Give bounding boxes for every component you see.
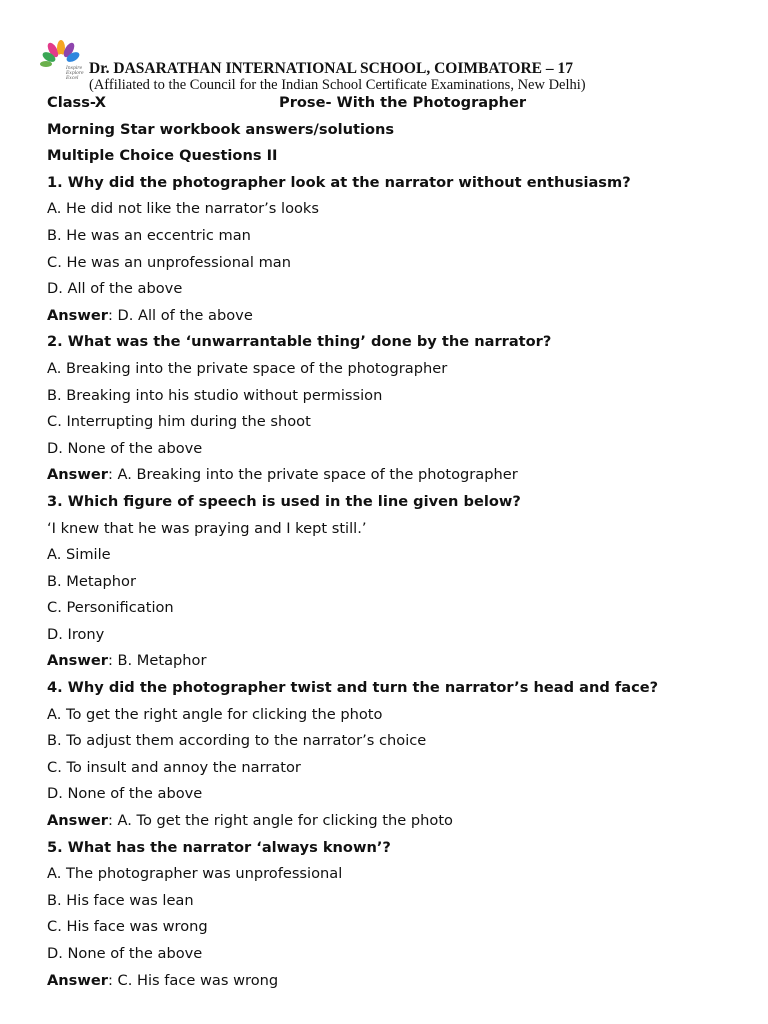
option-1b: B. He was an eccentric man	[47, 226, 251, 244]
class-label: Class-X	[47, 94, 107, 111]
answer-1	[47, 306, 748, 333]
class-topic-line	[47, 93, 748, 120]
answer-3-text: : B. Metaphor	[107, 652, 207, 670]
affiliation-line: (Affiliated to the Council for the Indian School Certificate Examinations, New Delhi)	[89, 77, 586, 93]
logo-motto: Inspire Explore Excel	[66, 66, 84, 81]
topic-title: Prose- With the Photographer	[279, 94, 527, 111]
option-4b: B. To adjust them according to the narrator’s choice	[47, 732, 427, 750]
question-1: 1. Why did the photographer look at the narrator without enthusiasm?	[47, 173, 631, 191]
answer-label: Answer	[47, 812, 108, 830]
answer-label: Answer	[47, 306, 108, 324]
option-3c: C. Personification	[47, 599, 174, 617]
question-4: 4. Why did the photographer twist and turn the narrator’s head and face?	[47, 679, 659, 697]
option-1a: A. He did not like the narrator’s looks	[47, 200, 319, 218]
option-4d: D. None of the above	[47, 785, 203, 803]
answer-2-text: : A. Breaking into the private space of the photographer	[107, 466, 518, 484]
answer-4-text: : A. To get the right angle for clicking the photo	[107, 812, 453, 830]
answer-5-text: : C. His face was wrong	[107, 971, 279, 989]
option-3d: D. Irony	[47, 625, 105, 643]
option-1c: C. He was an unprofessional man	[47, 253, 291, 271]
school-name: Dr. DASARATHAN INTERNATIONAL SCHOOL, COIMBATORE – 17	[89, 60, 574, 77]
option-3b: B. Metaphor	[47, 572, 136, 590]
answer-label: Answer	[47, 971, 108, 989]
answer-5	[47, 971, 748, 998]
answer-4	[47, 811, 748, 838]
section-title: Multiple Choice Questions II	[47, 147, 278, 165]
option-5c: C. His face was wrong	[47, 918, 208, 936]
workbook-title: Morning Star workbook answers/solutions	[47, 120, 395, 138]
question-5: 5. What has the narrator ‘always known’?	[47, 838, 391, 856]
answer-1-text: : D. All of the above	[107, 306, 253, 324]
answer-label: Answer	[47, 466, 108, 484]
option-2c: C. Interrupting him during the shoot	[47, 413, 311, 431]
option-3a: A. Simile	[47, 546, 111, 564]
option-2a: A. Breaking into the private space of the photographer	[47, 359, 448, 377]
option-5b: B. His face was lean	[47, 891, 194, 909]
school-logo	[38, 40, 84, 82]
document-body	[47, 93, 748, 997]
question-3: 3. Which figure of speech is used in the line given below?	[47, 492, 521, 510]
option-4c: C. To insult and annoy the narrator	[47, 758, 301, 776]
option-2b: B. Breaking into his studio without permission	[47, 386, 383, 404]
answer-3	[47, 651, 748, 678]
answer-label: Answer	[47, 652, 108, 670]
question-2: 2. What was the ‘unwarrantable thing’ done by the narrator?	[47, 333, 552, 351]
answer-2	[47, 465, 748, 492]
option-4a: A. To get the right angle for clicking the photo	[47, 705, 383, 723]
option-5d: D. None of the above	[47, 945, 203, 962]
option-5a: A. The photographer was unprofessional	[47, 865, 343, 883]
option-2d: D. None of the above	[47, 439, 203, 457]
option-1d: D. All of the above	[47, 280, 183, 298]
question-3-quote: ‘I knew that he was praying and I kept still.’	[47, 519, 367, 537]
